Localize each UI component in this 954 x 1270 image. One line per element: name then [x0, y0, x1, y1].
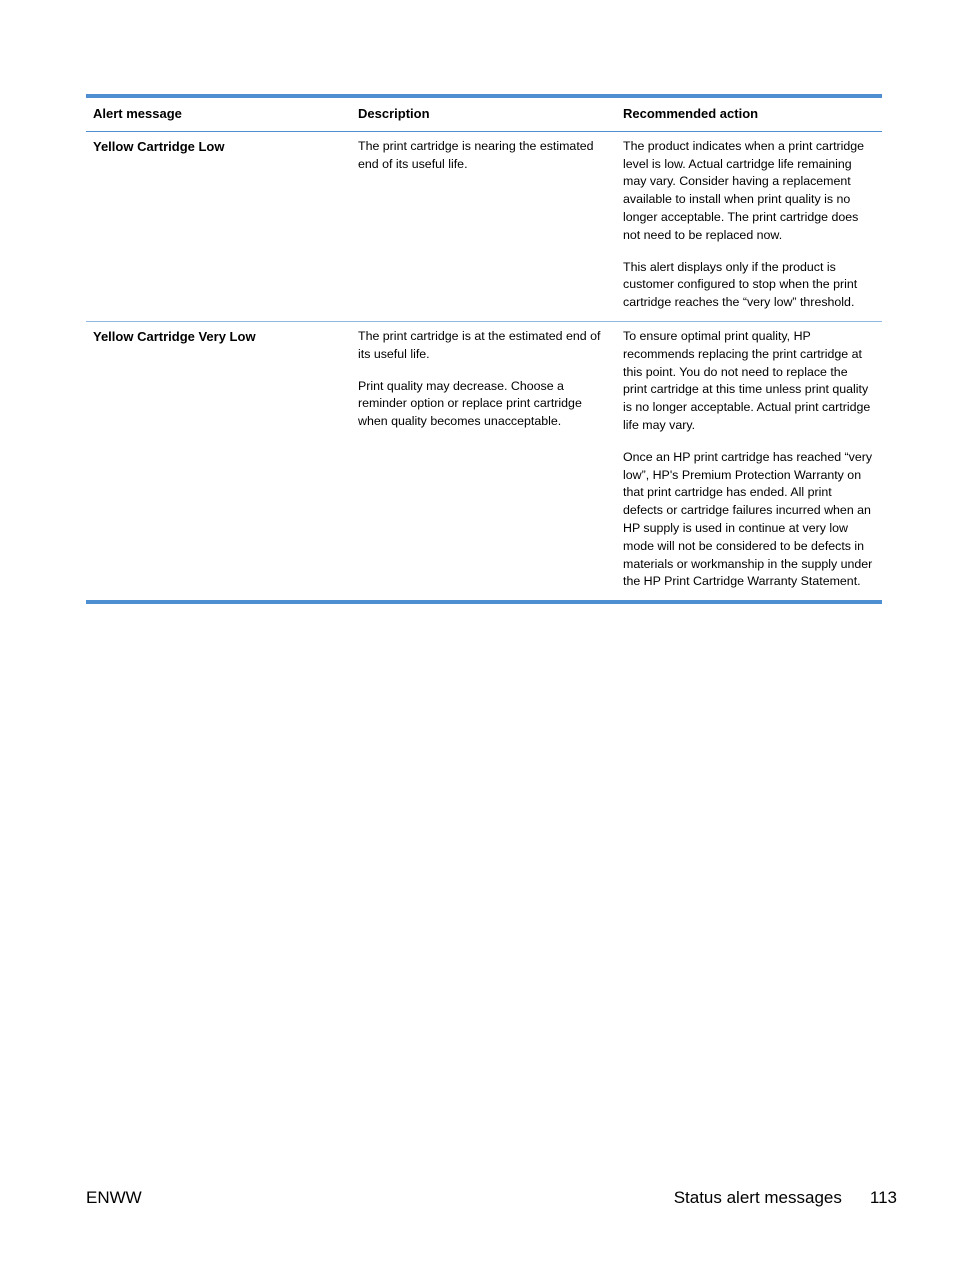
alert-name: Yellow Cartridge Low	[93, 138, 225, 154]
footer-right	[674, 1187, 897, 1209]
description-cell	[351, 132, 616, 321]
header-recommended-action: Recommended action	[623, 106, 759, 121]
action-text: The product indicates when a print cartridge level is low. Actual cartridge life remaining may vary. Consider having a replacement available to install when print quality is no longer acceptable. The print cartridge does not need to be replaced now.	[623, 138, 865, 242]
action-cell	[616, 322, 882, 600]
alert-cell	[86, 132, 351, 321]
table-header-row	[86, 98, 882, 131]
header-description: Description	[358, 106, 430, 121]
description-text: Print quality may decrease. Choose a reminder option or replace print cartridge when quality becomes unacceptable.	[358, 378, 582, 429]
description-text: The print cartridge is nearing the estimated end of its useful life.	[358, 138, 594, 171]
table-row	[86, 132, 882, 321]
action-cell	[616, 132, 882, 321]
page-number: 113	[869, 1188, 897, 1207]
alert-name: Yellow Cartridge Very Low	[93, 328, 256, 344]
alert-cell	[86, 322, 351, 600]
header-alert-message: Alert message	[93, 106, 182, 121]
action-text: Once an HP print cartridge has reached “very low”, HP's Premium Protection Warranty on that print cartridge has ended. All print defects or cartridge failures incurred when an HP supply is used in continue at very low mode will not be considered to be defects in materials or workmanship in the supply under the HP Print Cartridge Warranty Statement.	[623, 449, 873, 589]
footer-section-title: Status alert messages	[673, 1188, 842, 1207]
table-row	[86, 322, 882, 600]
table-bottom-rule	[86, 600, 882, 604]
footer-left-label: ENWW	[86, 1188, 142, 1207]
action-text: This alert displays only if the product is customer configured to stop when the print cartridge reaches the “very low” threshold.	[623, 259, 858, 310]
description-cell	[351, 322, 616, 600]
action-text: To ensure optimal print quality, HP recommends replacing the print cartridge at this point. You do not need to replace the print cartridge at this time unless print quality is no longer acceptable. Actual print cartridge life may vary.	[623, 328, 871, 432]
description-text: The print cartridge is at the estimated end of its useful life.	[358, 328, 601, 361]
alert-table	[86, 94, 882, 604]
